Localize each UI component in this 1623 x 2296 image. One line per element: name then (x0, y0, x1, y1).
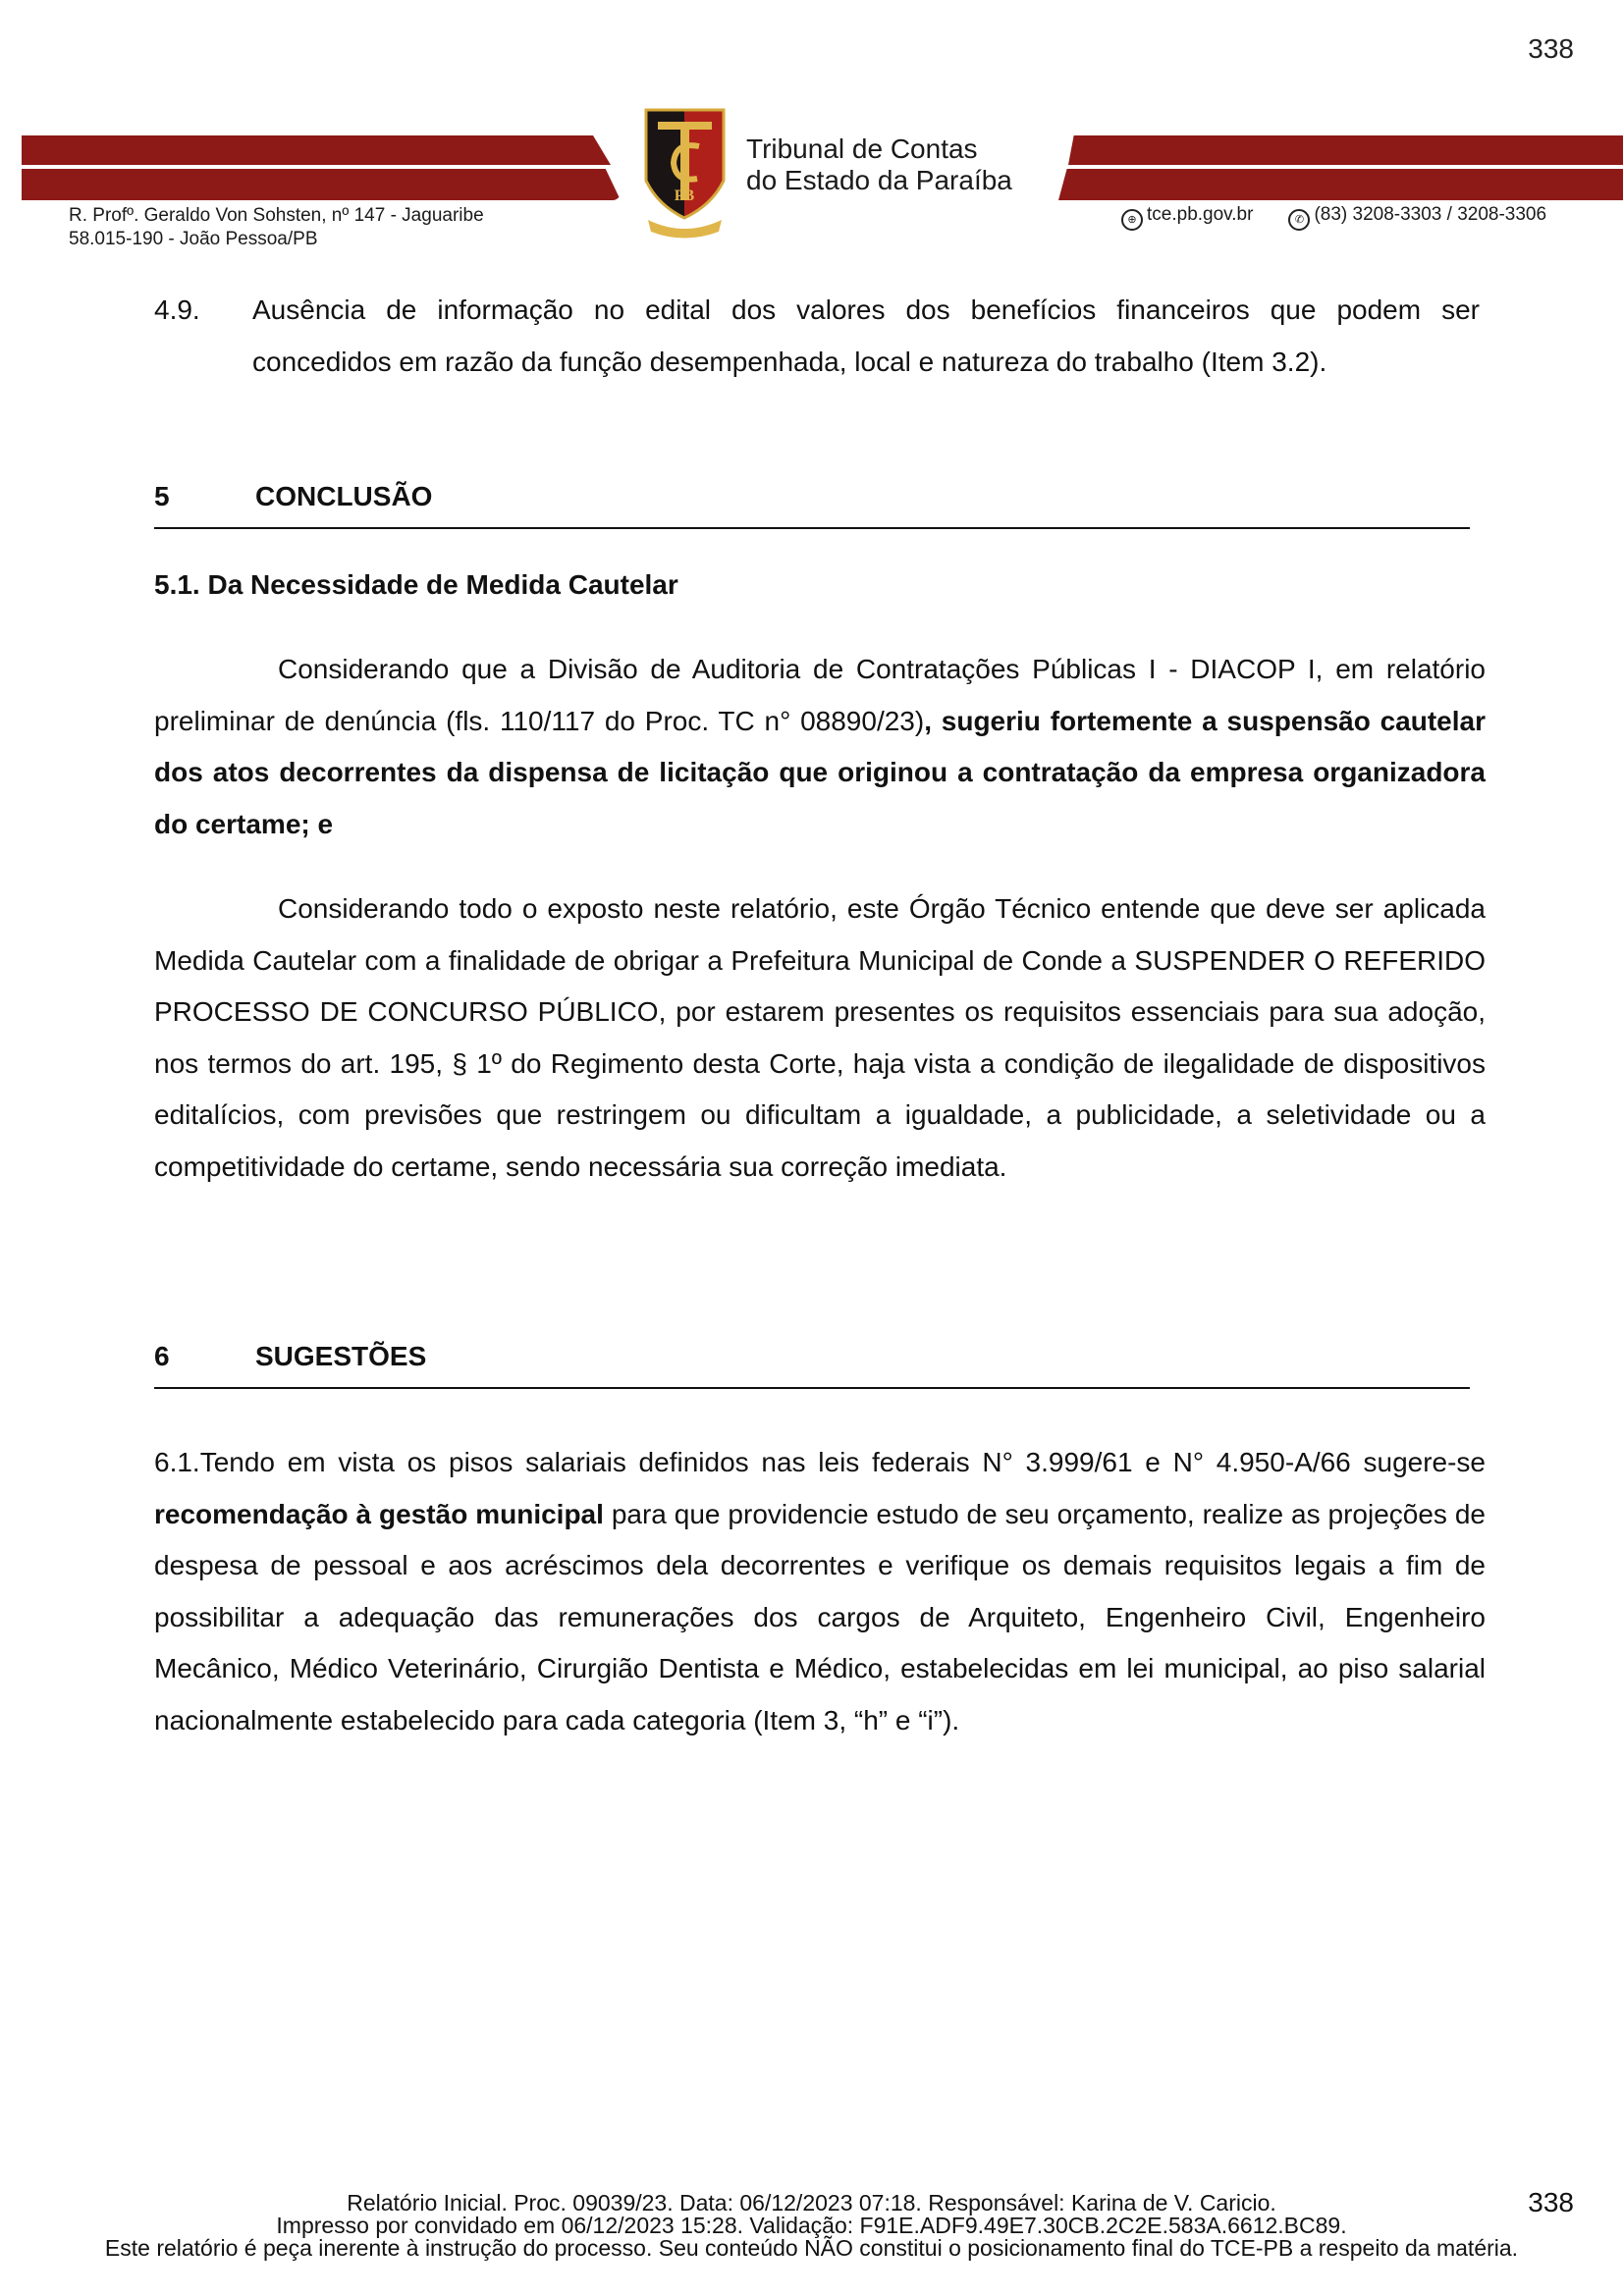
item-text-line2: concedidos em razão da função desempenhada, local e natureza do trabalho (Item 3.2). (252, 346, 1327, 377)
org-name (746, 133, 1012, 196)
item-number: 4.9. (154, 294, 200, 325)
header-band-left-top (22, 135, 611, 165)
org-name-line2: do Estado da Paraíba (746, 165, 1012, 195)
section-number: 6 (154, 1341, 170, 1371)
org-name-line1: Tribunal de Contas (746, 133, 978, 164)
phone-text: (83) 3208-3303 / 3208-3306 (1314, 204, 1547, 225)
subsection-heading: 5.1. Da Necessidade de Medida Cautelar (154, 569, 678, 600)
address-line2: 58.015-190 - João Pessoa/PB (69, 229, 318, 249)
section-number: 5 (154, 481, 170, 511)
footer (0, 2192, 1623, 2260)
paragraph-6-1 (154, 1437, 1486, 1746)
globe-icon: ⊕ (1121, 209, 1143, 231)
website-link[interactable] (1121, 204, 1253, 231)
paragraph-diacop (154, 644, 1486, 850)
section-title: SUGESTÕES (255, 1341, 427, 1371)
svg-text:PB: PB (674, 187, 695, 204)
header-band-right-top (1068, 135, 1623, 165)
address (69, 204, 484, 251)
header-band-left-bottom (22, 169, 621, 200)
footer-line2: Impresso por convidado em 06/12/2023 15:28. Validação: F91E.ADF9.49E7.30CB.2C2E.583A.6612.BC89. (276, 2213, 1347, 2238)
section-heading-conclusao (154, 471, 1486, 529)
address-line1: R. Profº. Geraldo Von Sohsten, nº 147 - Jaguaribe (69, 205, 484, 226)
section-heading-sugestoes (154, 1331, 1486, 1389)
section-title: CONCLUSÃO (255, 481, 433, 511)
page-number-top: 338 (1528, 33, 1574, 64)
header-band-right-bottom (1058, 169, 1623, 200)
paragraph-bold-text: recomendação à gestão municipal (154, 1498, 604, 1529)
footer-line3: Este relatório é peça inerente à instrução do processo. Seu conteúdo NÃO constitui o posicionamento final do TCE-PB a respeito da matéria. (104, 2235, 1519, 2261)
paragraph-text: 6.1.Tendo em vista os pisos salariais definidos nas leis federais N° 3.999/61 e N° 4.950-A/66 sugere-se (154, 1447, 1486, 1477)
paragraph-text: Considerando que a Divisão de Auditoria de Contratações Públicas I - DIACOP I, em relatório preliminar de denúncia (fls. 110/117 do Proc. TC n° 08890/23) (154, 654, 1486, 736)
tce-pb-crest-icon (638, 102, 731, 240)
phone-info (1288, 204, 1546, 231)
paragraph-medida-cautelar: Considerando todo o exposto neste relatório, este Órgão Técnico entende que deve ser aplicada Medida Cautelar com a finalidade de obrigar a Prefeitura Municipal de Conde a SUSPENDER O REFERIDO PROCESSO DE CONCURSO PÚBLICO, por estarem presentes os requisitos essenciais para sua adoção, nos termos do art. 195, § 1º do Regimento desta Corte, haja vista a condição de ilegalidade de dispositivos editalícios, com previsões que restringem ou dificultam a igualdade, a publicidade, a seletividade ou a competitividade do certame, sendo necessária sua correção imediata. (154, 893, 1486, 1182)
page-number-footer: 338 (1528, 2187, 1574, 2217)
footer-line1: Relatório Inicial. Proc. 09039/23. Data: 06/12/2023 07:18. Responsável: Karina de V. Caricio. (347, 2190, 1276, 2216)
contact-info (1121, 204, 1546, 231)
paragraph-bold-text: , sugeriu fortemente a suspensão cautelar dos atos decorrentes da dispensa de licitação que originou a contratação da empresa organizadora do certame; e (154, 705, 1486, 839)
paragraph-text-cont: para que providencie estudo de seu orçamento, realize as projeções de despesa de pessoal e aos acréscimos dela decorrentes e verifique os demais requisitos legais a fim de possibilitar a adequação das remunerações dos cargos de Arquiteto, Engenheiro Civil, Engenheiro Mecânico, Médico Veterinário, Cirurgião Dentista e Médico, estabelecidas em lei municipal, ao piso salarial nacionalmente estabelecido para cada categoria (Item 3, “h” e “i”). (154, 1498, 1486, 1735)
item-text-line1: Ausência de informação no edital dos valores dos benefícios financeiros que podem ser (252, 294, 1480, 325)
website-text: tce.pb.gov.br (1147, 204, 1254, 225)
whatsapp-phone-icon: ✆ (1288, 209, 1310, 231)
